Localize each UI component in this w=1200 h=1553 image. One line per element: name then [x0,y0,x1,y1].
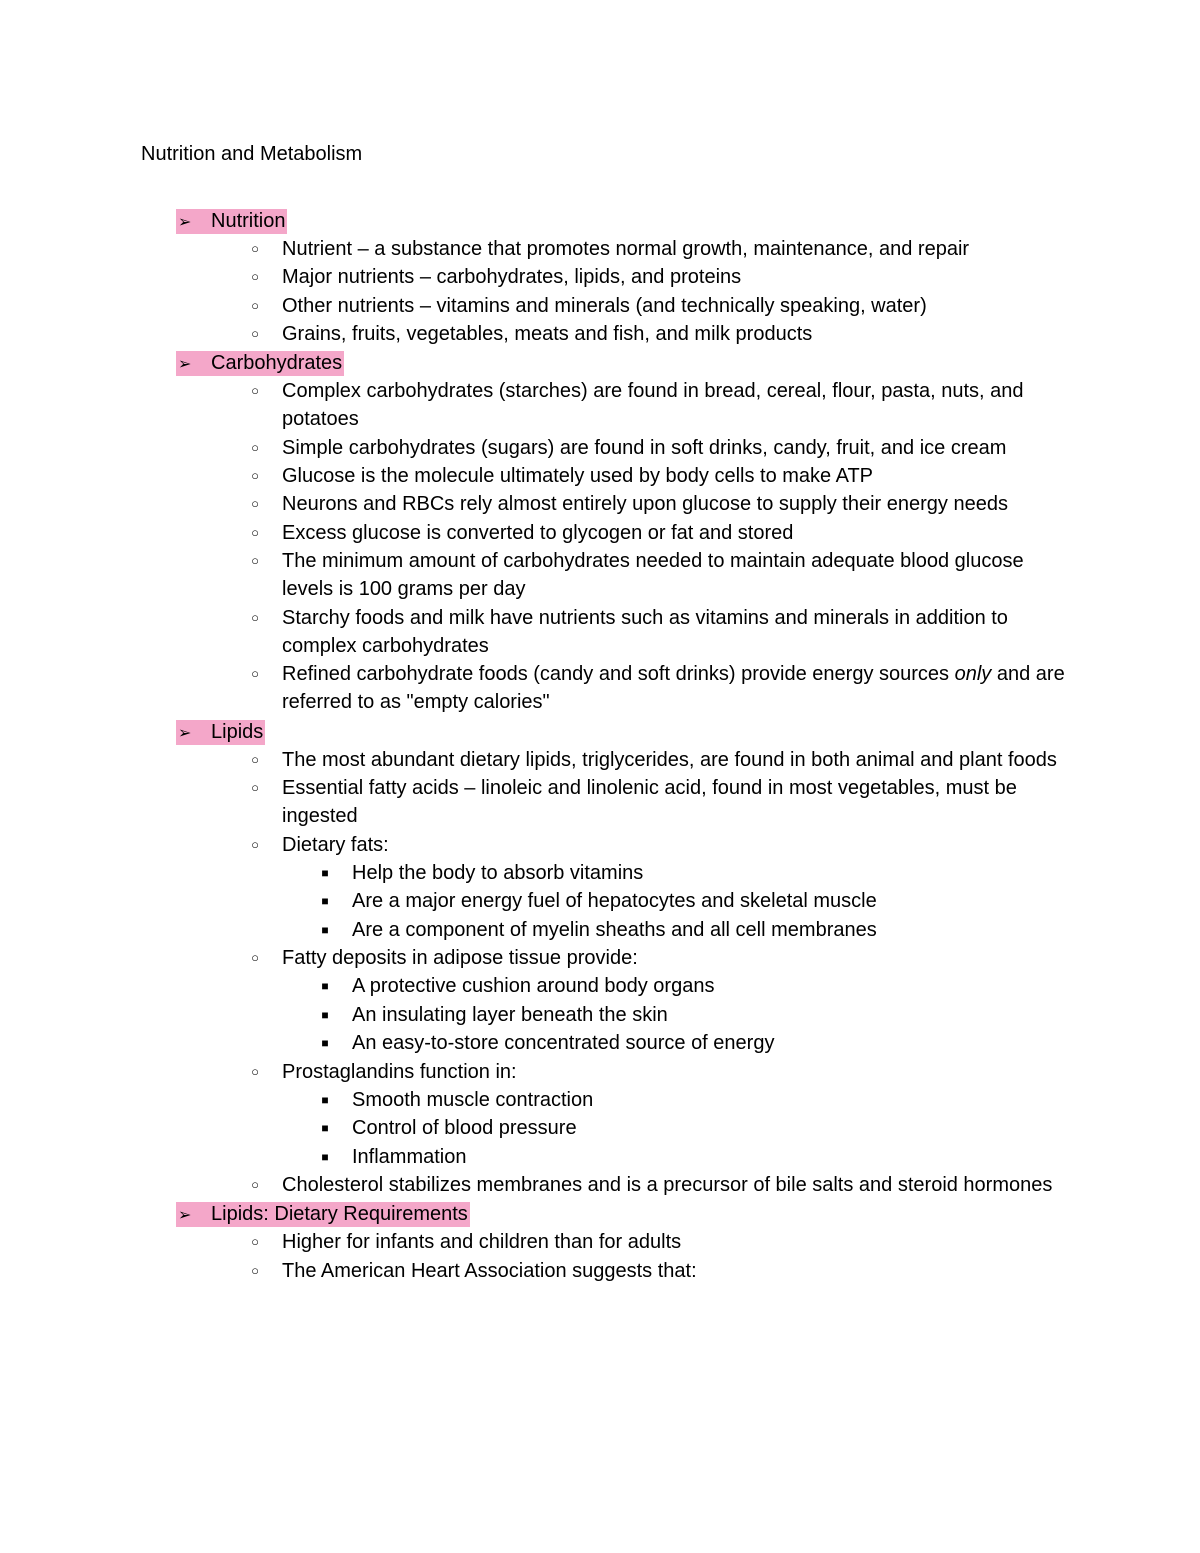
sub-list-item [0,972,1200,1000]
circle-bullet-icon: ○ [251,496,259,512]
sub-list-item-text: An insulating layer beneath the skin [352,1003,668,1026]
sub-list-item-text: Control of blood pressure [352,1117,577,1140]
sub-list-item [0,1114,1200,1142]
list-item [0,774,1200,831]
sub-list-item [0,1086,1200,1114]
sub-list-item-text: Are a component of myelin sheaths and all cell membranes [352,918,877,941]
list-item [0,1228,1200,1256]
section-heading-highlight [176,351,344,376]
list-item-text: Prostaglandins function in: [282,1060,517,1083]
list-item-text: Simple carbohydrates (sugars) are found in soft drinks, candy, fruit, and ice cream [282,436,1007,459]
list-item [0,235,1200,263]
circle-bullet-icon: ○ [251,241,259,256]
list-item [0,263,1200,291]
sub-list-item-text: Are a major energy fuel of hepatocytes and skeletal muscle [352,890,877,913]
section-lipids-dietary-requirements [0,1199,1200,1285]
sub-list-item [0,1029,1200,1057]
section-lipids [0,717,1200,1200]
sub-list-item [0,859,1200,887]
list-item-text: The minimum amount of carbohydrates needed to maintain adequate blood glucose levels is 100 grams per day [282,549,1024,601]
list-item [0,944,1200,972]
section-heading [0,348,1200,377]
arrow-bullet-icon: ➢ [178,724,192,742]
list-item-text: Major nutrients – carbohydrates, lipids, and proteins [282,266,742,289]
list-item [0,434,1200,462]
circle-bullet-icon: ○ [251,1234,259,1250]
section-heading-text: Carbohydrates [211,352,343,375]
list-item-text: Glucose is the molecule ultimately used by body cells to make ATP [282,465,874,488]
sub-list-item [0,1143,1200,1171]
circle-bullet-icon: ○ [251,1177,259,1193]
section-carbohydrates [0,348,1200,717]
circle-bullet-icon: ○ [251,836,259,852]
section-heading [0,1199,1200,1228]
list-item [0,519,1200,547]
section-heading [0,717,1200,746]
list-item-text: The most abundant dietary lipids, triglycerides, are found in both animal and plant foods [282,748,1057,771]
square-bullet-icon: ■ [321,979,329,994]
list-item-text: The American Heart Association suggests that: [282,1259,697,1282]
square-bullet-icon: ■ [321,1121,329,1136]
section-heading-highlight [176,1202,470,1227]
list-item [0,490,1200,518]
list-item-text-part: Refined carbohydrate foods (candy and soft drinks) provide energy sources [282,663,955,686]
list-item [0,1058,1200,1086]
sub-list-item [0,1001,1200,1029]
section-heading-highlight [176,720,265,745]
document-title: Nutrition and Metabolism [141,143,363,165]
sub-list-item [0,887,1200,915]
section-nutrition [0,206,1200,348]
circle-bullet-icon: ○ [251,751,259,767]
sub-list-item-text: Inflammation [352,1145,467,1168]
list-item-text [282,663,1065,713]
circle-bullet-icon: ○ [251,1063,259,1079]
section-heading-highlight [176,209,287,234]
list-item [0,1171,1200,1199]
sub-list-item [0,916,1200,944]
list-item-text: Starchy foods and milk have nutrients such as vitamins and minerals in addition to complex carbohydrates [282,606,1008,657]
list-item-text: Cholesterol stabilizes membranes and is a precursor of bile salts and steroid hormones [282,1174,1053,1197]
sub-list-item-text: Help the body to absorb vitamins [352,861,644,884]
document-body [0,206,1200,1285]
square-bullet-icon: ■ [321,865,329,880]
list-item [0,746,1200,774]
list-item [0,292,1200,320]
circle-bullet-icon: ○ [251,325,259,341]
square-bullet-icon: ■ [321,1036,329,1051]
circle-bullet-icon: ○ [251,269,259,285]
arrow-bullet-icon: ➢ [178,214,192,231]
square-bullet-icon: ■ [321,922,329,937]
list-item-text: Essential fatty acids – linoleic and linolenic acid, found in most vegetables, must be ingested [282,777,1017,828]
circle-bullet-icon: ○ [251,609,259,625]
list-item [0,831,1200,859]
circle-bullet-icon: ○ [251,383,259,399]
list-item-text: Other nutrients – vitamins and minerals (and technically speaking, water) [282,294,927,317]
circle-bullet-icon: ○ [251,439,259,455]
list-item [0,1257,1200,1285]
list-item [0,660,1200,717]
circle-bullet-icon: ○ [251,666,259,682]
arrow-bullet-icon: ➢ [178,1207,192,1225]
circle-bullet-icon: ○ [251,468,259,484]
circle-bullet-icon: ○ [251,524,259,540]
section-heading-text: Lipids: Dietary Requirements [211,1203,468,1226]
sub-list-item-text: A protective cushion around body organs [352,975,715,998]
list-item [0,377,1200,434]
list-item-text: Grains, fruits, vegetables, meats and fish, and milk products [282,322,813,345]
list-item-text: Higher for infants and children than for adults [282,1231,682,1254]
section-heading-text: Lipids [211,720,264,743]
section-heading-text: Nutrition [211,210,286,232]
section-heading [0,206,1200,235]
circle-bullet-icon: ○ [251,1262,259,1278]
arrow-bullet-icon: ➢ [178,356,192,374]
list-item-text: Fatty deposits in adipose tissue provide: [282,947,638,970]
list-item [0,547,1200,604]
list-item-text: Neurons and RBCs rely almost entirely upon glucose to supply their energy needs [282,493,1008,516]
sub-list-item-text: An easy-to-store concentrated source of energy [352,1032,775,1055]
list-item-text: Dietary fats: [282,833,389,856]
circle-bullet-icon: ○ [251,950,259,966]
emphasis-text: only [954,663,992,686]
list-item [0,604,1200,661]
square-bullet-icon: ■ [321,1007,329,1022]
circle-bullet-icon: ○ [251,552,259,568]
square-bullet-icon: ■ [321,1149,329,1164]
list-item [0,462,1200,490]
circle-bullet-icon: ○ [251,297,259,313]
list-item-text: Complex carbohydrates (starches) are found in bread, cereal, flour, pasta, nuts, and potatoes [282,380,1024,431]
sub-list-item-text: Smooth muscle contraction [352,1088,594,1111]
square-bullet-icon: ■ [321,1092,329,1107]
square-bullet-icon: ■ [321,894,329,909]
list-item-text: Nutrient – a substance that promotes normal growth, maintenance, and repair [282,238,970,260]
list-item [0,320,1200,348]
list-item-text-part: and are referred to as "empty calories" [282,663,1065,714]
list-item-text: Excess glucose is converted to glycogen or fat and stored [282,521,794,544]
circle-bullet-icon: ○ [251,780,259,796]
